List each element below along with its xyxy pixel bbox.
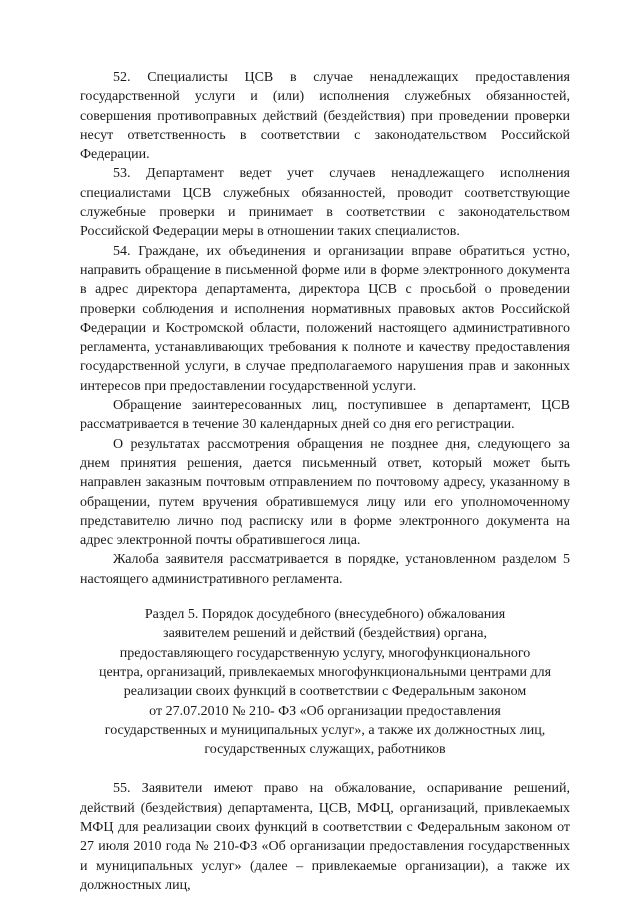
section-5-heading-line: государственных и муниципальных услуг», а также их должностных лиц,	[104, 722, 546, 738]
section-5-heading-line: Раздел 5. Порядок досудебного (внесудебного) обжалования	[144, 607, 506, 623]
page-body	[80, 68, 570, 895]
paragraph-appeal-result: О результатах рассмотрения обращения не позднее дня, следующего за днем принятия решения, дается письменный ответ, который может быть направлен заказным почтовым отправлением по почтовому адресу, указанному в обращении, путем вручения обратившемуся лицу или его уполномоченному представителю лично под расписку или в форме электронного документа на адрес электронной почты обратившегося лица.	[80, 436, 570, 549]
paragraph-55: 55. Заявители имеют право на обжалование, оспаривание решений, действий (бездействия) департамента, ЦСВ, МФЦ, организаций, привлекаемых МФЦ для реализации своих функций в соответствии с Федеральным законом от 27 июля 2010 года № 210-ФЗ «Об организации предоставления государственных и муниципальных услуг» (далее – привлекаемые организации), а также их должностных лиц,	[80, 781, 570, 893]
paragraph-appeal-review: Обращение заинтересованных лиц, поступившее в департамент, ЦСВ рассматривается в течение 30 календарных дней со дня его регистрации.	[80, 398, 570, 433]
section-5-heading-line: реализации своих функций в соответствии с Федеральным законом	[123, 684, 527, 700]
section-5-heading-line: государственных служащих, работников	[204, 742, 446, 758]
section-5-heading-line: заявителем решений и действий (бездействия) органа,	[163, 626, 487, 642]
section-5-heading-line: предоставляющего государственную услугу, многофункционального	[119, 645, 531, 661]
section-5-heading	[80, 605, 570, 759]
section-5-heading-line: центра, организаций, привлекаемых многофункциональными центрами для	[98, 664, 552, 680]
paragraph-52: 52. Специалисты ЦСВ в случае ненадлежащих предоставления государственной услуги и (или) исполнения служебных обязанностей, совершения противоправных действий (бездействия) при проведении проверки несут ответственность в соответствии с законодательством Российской Федерации.	[80, 70, 570, 163]
paragraph-53: 53. Департамент ведет учет случаев ненадлежащего исполнения специалистами ЦСВ служебных обязанностей, проводит соответствующие служебные проверки и принимает в соответствии с законодательством Российской Федерации меры в отношении таких специалистов.	[80, 166, 570, 240]
paragraph-complaint: Жалоба заявителя рассматривается в порядке, установленном разделом 5 настоящего административного регламента.	[80, 552, 570, 587]
paragraph-54: 54. Граждане, их объединения и организации вправе обратиться устно, направить обращение в письменной форме или в форме электронного документа в адрес директора департамента, директора ЦСВ с просьбой о проведении проверки соблюдения и исполнения нормативных правовых актов Российской Федерации и Костромской области, положений настоящего административного регламента, устанавливающих требования к полноте и качеству предоставления государственной услуги, в случае предполагаемого нарушения прав и законных интересов при предоставлении государственной услуги.	[80, 243, 570, 394]
section-5-heading-line: от 27.07.2010 № 210- ФЗ «Об организации предоставления	[149, 703, 501, 719]
